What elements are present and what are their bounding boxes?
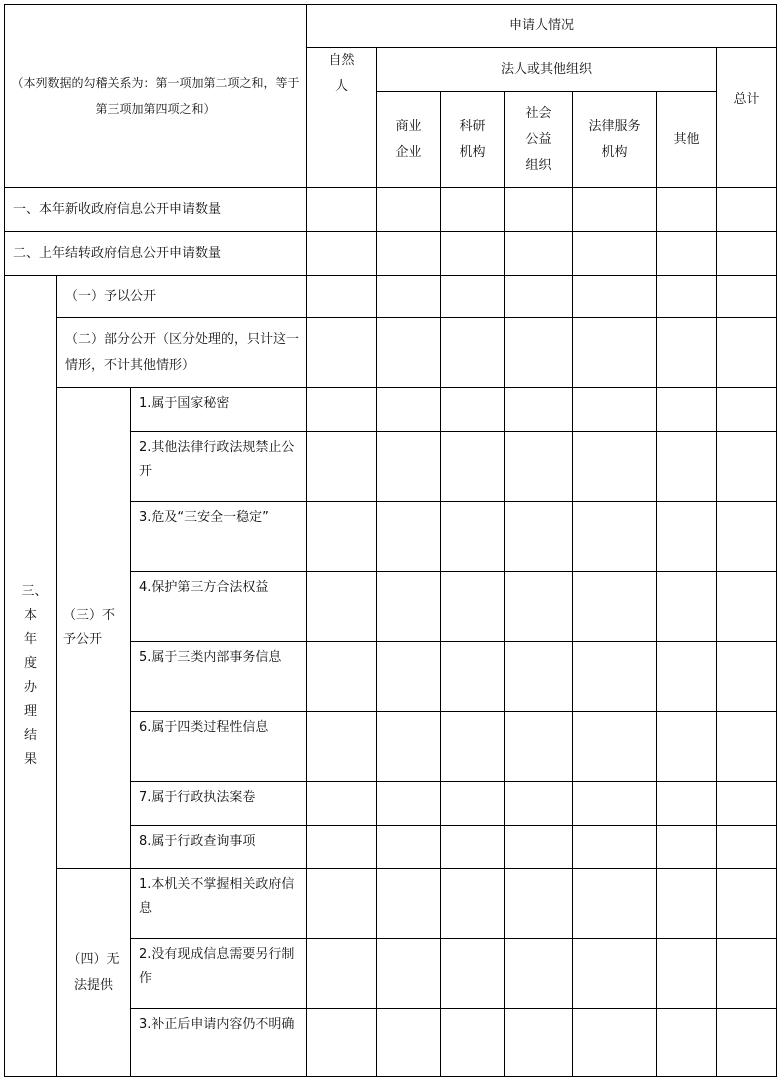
data-cell — [573, 502, 657, 572]
data-cell — [657, 188, 717, 232]
data-cell — [307, 276, 377, 318]
data-cell — [307, 318, 377, 388]
research-institution-header — [441, 92, 505, 188]
data-cell — [377, 782, 441, 826]
row-disclosed: （一）予以公开 — [57, 276, 307, 318]
data-cell — [573, 826, 657, 869]
unable-item-3: 3.补正后申请内容仍不明确 — [131, 1009, 307, 1077]
data-cell — [441, 388, 505, 432]
data-cell — [505, 502, 573, 572]
data-cell — [307, 232, 377, 276]
data-cell — [307, 1009, 377, 1077]
unable-item-2: 2.没有现成信息需要另行制作 — [131, 939, 307, 1009]
data-cell — [505, 642, 573, 712]
data-cell — [505, 869, 573, 939]
data-cell — [307, 782, 377, 826]
data-cell — [377, 388, 441, 432]
data-cell — [441, 432, 505, 502]
data-cell — [717, 939, 777, 1009]
data-cell — [505, 432, 573, 502]
data-cell — [377, 232, 441, 276]
data-cell — [441, 869, 505, 939]
data-cell — [377, 188, 441, 232]
data-cell — [717, 188, 777, 232]
data-cell — [505, 572, 573, 642]
data-cell — [505, 318, 573, 388]
data-cell — [657, 502, 717, 572]
section-3-text: 三、本年度办理结果 — [21, 584, 48, 767]
data-cell — [717, 826, 777, 869]
data-cell — [717, 1009, 777, 1077]
data-cell — [657, 276, 717, 318]
row-carryover-applications: 二、上年结转政府信息公开申请数量 — [5, 232, 307, 276]
data-cell — [573, 1009, 657, 1077]
total-label: 总计 — [733, 91, 760, 107]
data-cell — [717, 712, 777, 782]
data-cell — [657, 712, 717, 782]
not-disclosed-item-8: 8.属于行政查询事项 — [131, 826, 307, 869]
data-cell — [441, 188, 505, 232]
data-cell — [573, 276, 657, 318]
section-3-label — [5, 276, 57, 1077]
data-cell — [573, 188, 657, 232]
social-welfare-org-header — [505, 92, 573, 188]
not-disclosed-item-6: 6.属于四类过程性信息 — [131, 712, 307, 782]
data-cell — [505, 388, 573, 432]
data-cell — [573, 782, 657, 826]
data-cell — [441, 826, 505, 869]
data-cell — [505, 939, 573, 1009]
table-note: （本列数据的勾稽关系为：第一项加第二项之和，等于第三项加第四项之和） — [5, 5, 307, 188]
social-welfare-org-label: 社会公益组织 — [525, 105, 552, 173]
data-cell — [657, 1009, 717, 1077]
data-cell — [717, 642, 777, 712]
data-cell — [657, 432, 717, 502]
commercial-enterprise-label: 商业企业 — [395, 118, 422, 160]
natural-person-label: 自然人 — [328, 53, 355, 94]
data-cell — [573, 939, 657, 1009]
data-cell — [573, 572, 657, 642]
data-cell — [505, 188, 573, 232]
data-cell — [717, 502, 777, 572]
legal-service-org-label: 法律服务机构 — [588, 118, 641, 160]
table-row — [5, 388, 777, 432]
data-cell — [441, 939, 505, 1009]
data-cell — [377, 869, 441, 939]
data-cell — [657, 642, 717, 712]
data-cell — [573, 318, 657, 388]
data-cell — [307, 712, 377, 782]
data-cell — [573, 712, 657, 782]
data-cell — [657, 869, 717, 939]
data-cell — [441, 712, 505, 782]
commercial-enterprise-header — [377, 92, 441, 188]
data-cell — [441, 1009, 505, 1077]
data-cell — [307, 502, 377, 572]
data-cell — [657, 232, 717, 276]
not-disclosed-item-4: 4.保护第三方合法权益 — [131, 572, 307, 642]
data-cell — [307, 188, 377, 232]
data-cell — [441, 642, 505, 712]
data-cell — [441, 572, 505, 642]
data-cell — [717, 782, 777, 826]
data-cell — [657, 388, 717, 432]
data-cell — [573, 432, 657, 502]
data-cell — [307, 939, 377, 1009]
row-new-applications: 一、本年新收政府信息公开申请数量 — [5, 188, 307, 232]
data-cell — [307, 826, 377, 869]
total-header — [717, 48, 777, 188]
not-disclosed-item-3: 3.危及“三安全一稳定” — [131, 502, 307, 572]
data-cell — [573, 869, 657, 939]
data-cell — [505, 712, 573, 782]
table-row — [5, 869, 777, 939]
data-cell — [441, 232, 505, 276]
gov-info-disclosure-table — [4, 4, 777, 1077]
unable-item-1: 1.本机关不掌握相关政府信息 — [131, 869, 307, 939]
data-cell — [717, 869, 777, 939]
data-cell — [377, 502, 441, 572]
legal-or-other-org-header: 法人或其他组织 — [377, 48, 717, 92]
not-disclosed-item-5: 5.属于三类内部事务信息 — [131, 642, 307, 712]
applicant-info-header: 申请人情况 — [307, 5, 777, 48]
not-disclosed-item-1: 1.属于国家秘密 — [131, 388, 307, 432]
data-cell — [441, 318, 505, 388]
data-cell — [657, 572, 717, 642]
data-cell — [377, 432, 441, 502]
table-row — [5, 318, 777, 388]
not-disclosed-item-2: 2.其他法律行政法规禁止公开 — [131, 432, 307, 502]
data-cell — [377, 1009, 441, 1077]
data-cell — [717, 232, 777, 276]
data-cell — [573, 642, 657, 712]
data-cell — [505, 826, 573, 869]
data-cell — [717, 318, 777, 388]
data-cell — [377, 276, 441, 318]
not-disclosed-item-7: 7.属于行政执法案卷 — [131, 782, 307, 826]
data-cell — [441, 276, 505, 318]
data-cell — [307, 869, 377, 939]
data-cell — [505, 276, 573, 318]
data-cell — [717, 276, 777, 318]
data-cell — [505, 782, 573, 826]
data-cell — [657, 782, 717, 826]
data-cell — [441, 782, 505, 826]
data-cell — [505, 232, 573, 276]
data-cell — [307, 642, 377, 712]
data-cell — [573, 232, 657, 276]
row-partially-disclosed: （二）部分公开（区分处理的，只计这一情形，不计其他情形） — [57, 318, 307, 388]
data-cell — [717, 572, 777, 642]
data-cell — [657, 318, 717, 388]
row-not-disclosed: （三）不予公开 — [57, 388, 131, 869]
data-cell — [377, 318, 441, 388]
table-row — [5, 276, 777, 318]
table-row — [5, 188, 777, 232]
data-cell — [377, 572, 441, 642]
data-cell — [377, 826, 441, 869]
data-cell — [307, 388, 377, 432]
data-cell — [717, 432, 777, 502]
data-cell — [441, 502, 505, 572]
data-cell — [505, 1009, 573, 1077]
other-org-header: 其他 — [657, 92, 717, 188]
research-institution-label: 科研机构 — [459, 118, 486, 160]
data-cell — [657, 826, 717, 869]
data-cell — [307, 572, 377, 642]
data-cell — [377, 939, 441, 1009]
data-cell — [377, 712, 441, 782]
data-cell — [657, 939, 717, 1009]
data-cell — [307, 432, 377, 502]
data-cell — [377, 642, 441, 712]
data-cell — [717, 388, 777, 432]
legal-service-org-header — [573, 92, 657, 188]
table-row — [5, 232, 777, 276]
row-unable-to-provide: （四）无法提供 — [57, 869, 131, 1077]
data-cell — [573, 388, 657, 432]
natural-person-header — [307, 48, 377, 188]
